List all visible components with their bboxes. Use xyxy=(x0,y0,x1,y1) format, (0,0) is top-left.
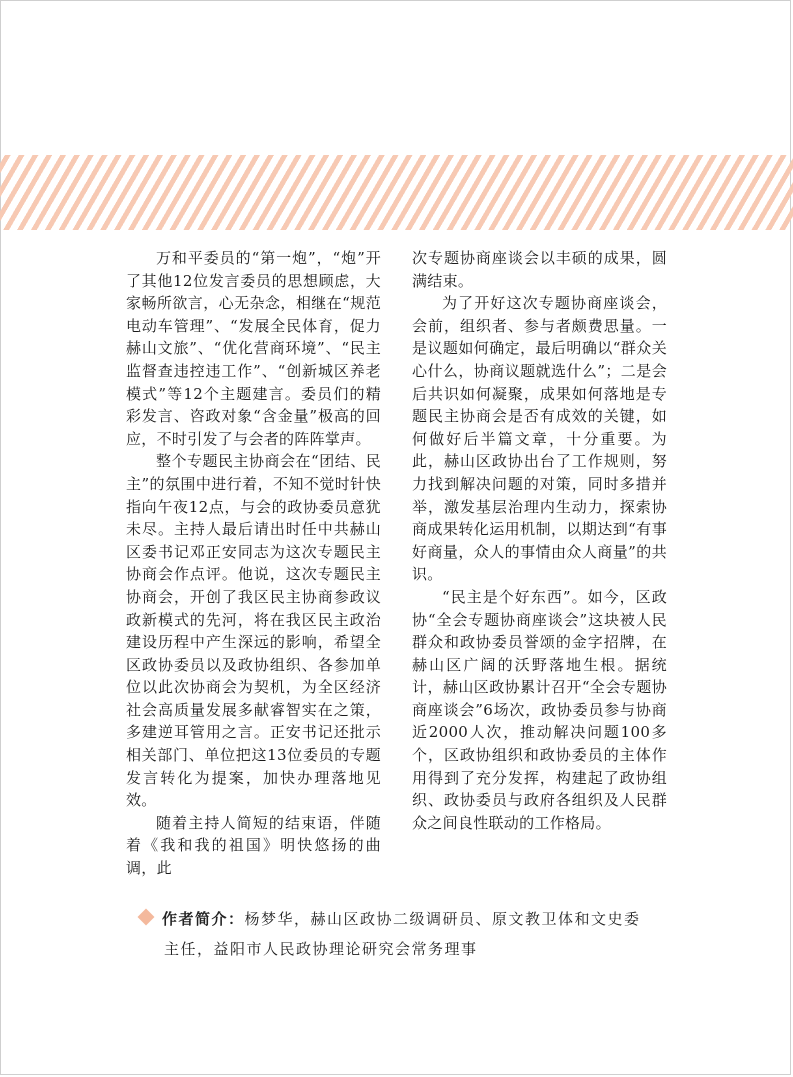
right-column xyxy=(412,247,667,834)
decorative-stripe-band xyxy=(0,155,793,230)
diamond-bullet-icon xyxy=(138,909,155,926)
left-column xyxy=(126,247,381,880)
paragraph: 为了开好这次专题协商座谈会，会前，组织者、参与者颇费思量。一是议题如何确定，最后明确以“群众关心什么，协商议题就选什么”；二是会后共识如何凝聚，成果如何落地是专题民主协商会是否有成效的关键，如何做好后半篇文章，十分重要。为此，赫山区政协出台了工作规则，努力找到解决问题的对策，同时多措并举，激发基层治理内生动力，探索协商成果转化运用机制，以期达到“有事好商量，众人的事情由众人商量”的共识。 xyxy=(412,294,667,584)
author-label: 作者简介： xyxy=(162,910,245,928)
author-text-1: 杨梦华，赫山区政协二级调研员、原文教卫体和文史委 xyxy=(244,910,641,928)
author-bio xyxy=(140,904,700,964)
author-text-2: 主任，益阳市人民政协理论研究会常务理事 xyxy=(164,940,478,958)
author-line-1 xyxy=(140,904,700,934)
paragraph: 整个专题民主协商会在“团结、民主”的氛围中进行着，不知不觉时针快指向午夜12点，与会的政协委员意犹未尽。主持人最后请出时任中共赫山区委书记邓正安同志为这次专题民主协商会作点评。他说，这次专题民主协商会，开创了我区民主协商参政议政新模式的先河，将在我区民主政治建设历程中产生深远的影响，希望全区政协委员以及政协组织、各参加单位以此次协商会为契机，为全区经济社会高质量发展多献睿智实在之策，多建逆耳管用之言。正安书记还批示相关部门、单位把这13位委员的专题发言转化为提案，加快办理落地见效。 xyxy=(126,452,381,810)
author-line-2 xyxy=(140,934,700,964)
paragraph: 万和平委员的“第一炮”，“炮”开了其他12位发言委员的思想顾虑，大家畅所欲言，心无杂念，相继在“规范电动车管理”、“发展全民体育，促力赫山文旅”、“优化营商环境”、“民主监督查违控违工作”、“创新城区养老模式”等12个主题建言。委员们的精彩发言、咨政对象“含金量”极高的回应，不时引发了与会者的阵阵掌声。 xyxy=(126,249,381,448)
paragraph: 次专题协商座谈会以丰硕的成果，圆满结束。 xyxy=(412,249,667,290)
paragraph: 随着主持人简短的结束语，伴随着《我和我的祖国》明快悠扬的曲调，此 xyxy=(126,813,381,878)
paragraph: “民主是个好东西”。如今，区政协“全会专题协商座谈会”这块被人民群众和政协委员誉颂的金字招牌，在赫山区广阔的沃野落地生根。据统计，赫山区政协累计召开“全会专题协商座谈会”6场次，政协委员参与协商近2000人次，推动解决问题100多个，区政协组织和政协委员的主体作用得到了充分发挥，构建起了政协组织、政协委员与政府各组织及人民群众之间良性联动的工作格局。 xyxy=(412,587,667,832)
